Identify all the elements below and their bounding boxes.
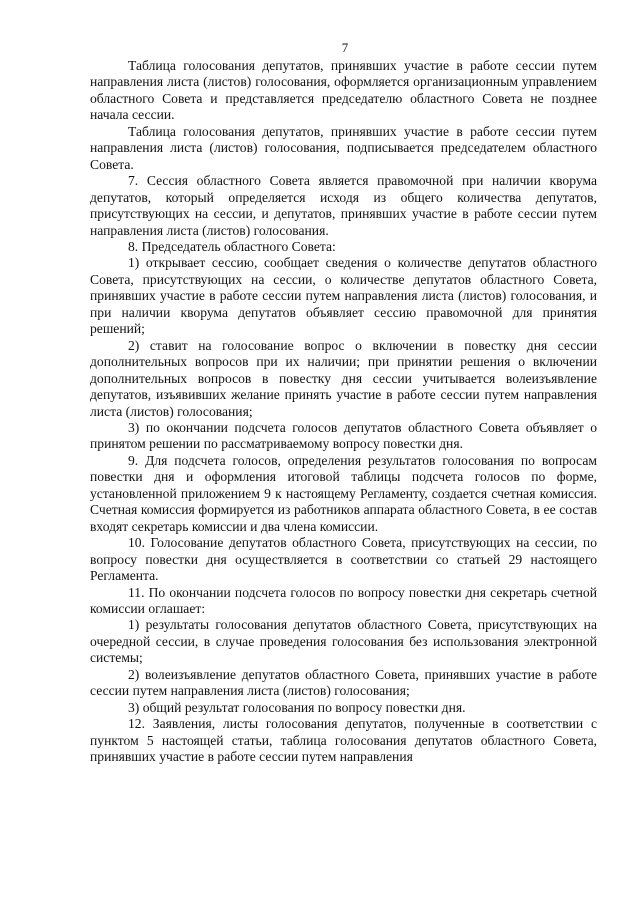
paragraph: 1) открывает сессию, сообщает сведения о количестве депутатов областного Совета, присутствующих на сессии, о количестве депутатов областного Совета, принявших участие в работе сессии путем направления листа (листов) голосования, и при наличии кворума депутатов объявляет сессию правомочной для принятия решений;: [90, 255, 597, 337]
paragraph: 7. Сессия областного Совета является правомочной при наличии кворума депутатов, который определяется исходя из общего количества депутатов, присутствующих на сессии, и депутатов, принявших участие в работе сессии путем направления листа (листов) голосования.: [90, 173, 597, 238]
paragraph: Таблица голосования депутатов, принявших участие в работе сессии путем направления листа (листов) голосования, подписывается председателем областного Совета.: [90, 123, 597, 172]
paragraph: 8. Председатель областного Совета:: [128, 238, 336, 254]
paragraph: Таблица голосования депутатов, принявших участие в работе сессии путем направления листа (листов) голосования, оформляется организационным управлением областного Совета и представляется председателю областного Совета не позднее начала сессии.: [90, 58, 597, 123]
paragraph: 12. Заявления, листы голосования депутатов, полученные в соответствии с пунктом 5 настоящей статьи, таблица голосования депутатов областного Совета, принявших участие в работе сессии путем направления: [90, 716, 597, 765]
paragraph: 3) общий результат голосования по вопросу повестки дня.: [128, 699, 466, 715]
paragraph: 1) результаты голосования депутатов областного Совета, присутствующих на очередной сессии, в случае проведения голосования без использования электронной системы;: [90, 617, 597, 666]
paragraph: 2) волеизъявление депутатов областного Совета, принявших участие в работе сессии путем направления листа (листов) голосования;: [90, 666, 597, 699]
paragraph: 10. Голосование депутатов областного Совета, присутствующих на сессии, по вопросу повестки дня осуществляется в соответствии со статьей 29 настоящего Регламента.: [90, 535, 597, 584]
paragraph: 3) по окончании подсчета голосов депутатов областного Совета объявляет о принятом решении по рассматриваемому вопросу повестки дня.: [90, 419, 597, 452]
document-body: [90, 58, 597, 765]
paragraph: 11. По окончании подсчета голосов по вопросу повестки дня секретарь счетной комиссии оглашает:: [90, 584, 597, 616]
page-number: 7: [341, 40, 349, 55]
paragraph: 2) ставит на голосование вопрос о включении в повестку дня сессии дополнительных вопросов при их наличии; при принятии решения о включении дополнительных вопросов в повестку дня сессии учитывается волеизъявление депутатов, изъявивших желание принять участие в работе сессии путем направления листа (листов) голосования;: [90, 337, 597, 419]
paragraph: 9. Для подсчета голосов, определения результатов голосования по вопросам повестки дня и оформления итоговой таблицы подсчета голосов по форме, установленной приложением 9 к настоящему Регламенту, создается счетная комиссия. Счетная комиссия формируется из работников аппарата областного Совета, в ее состав входят секретарь комиссии и два члена комиссии.: [90, 452, 597, 534]
